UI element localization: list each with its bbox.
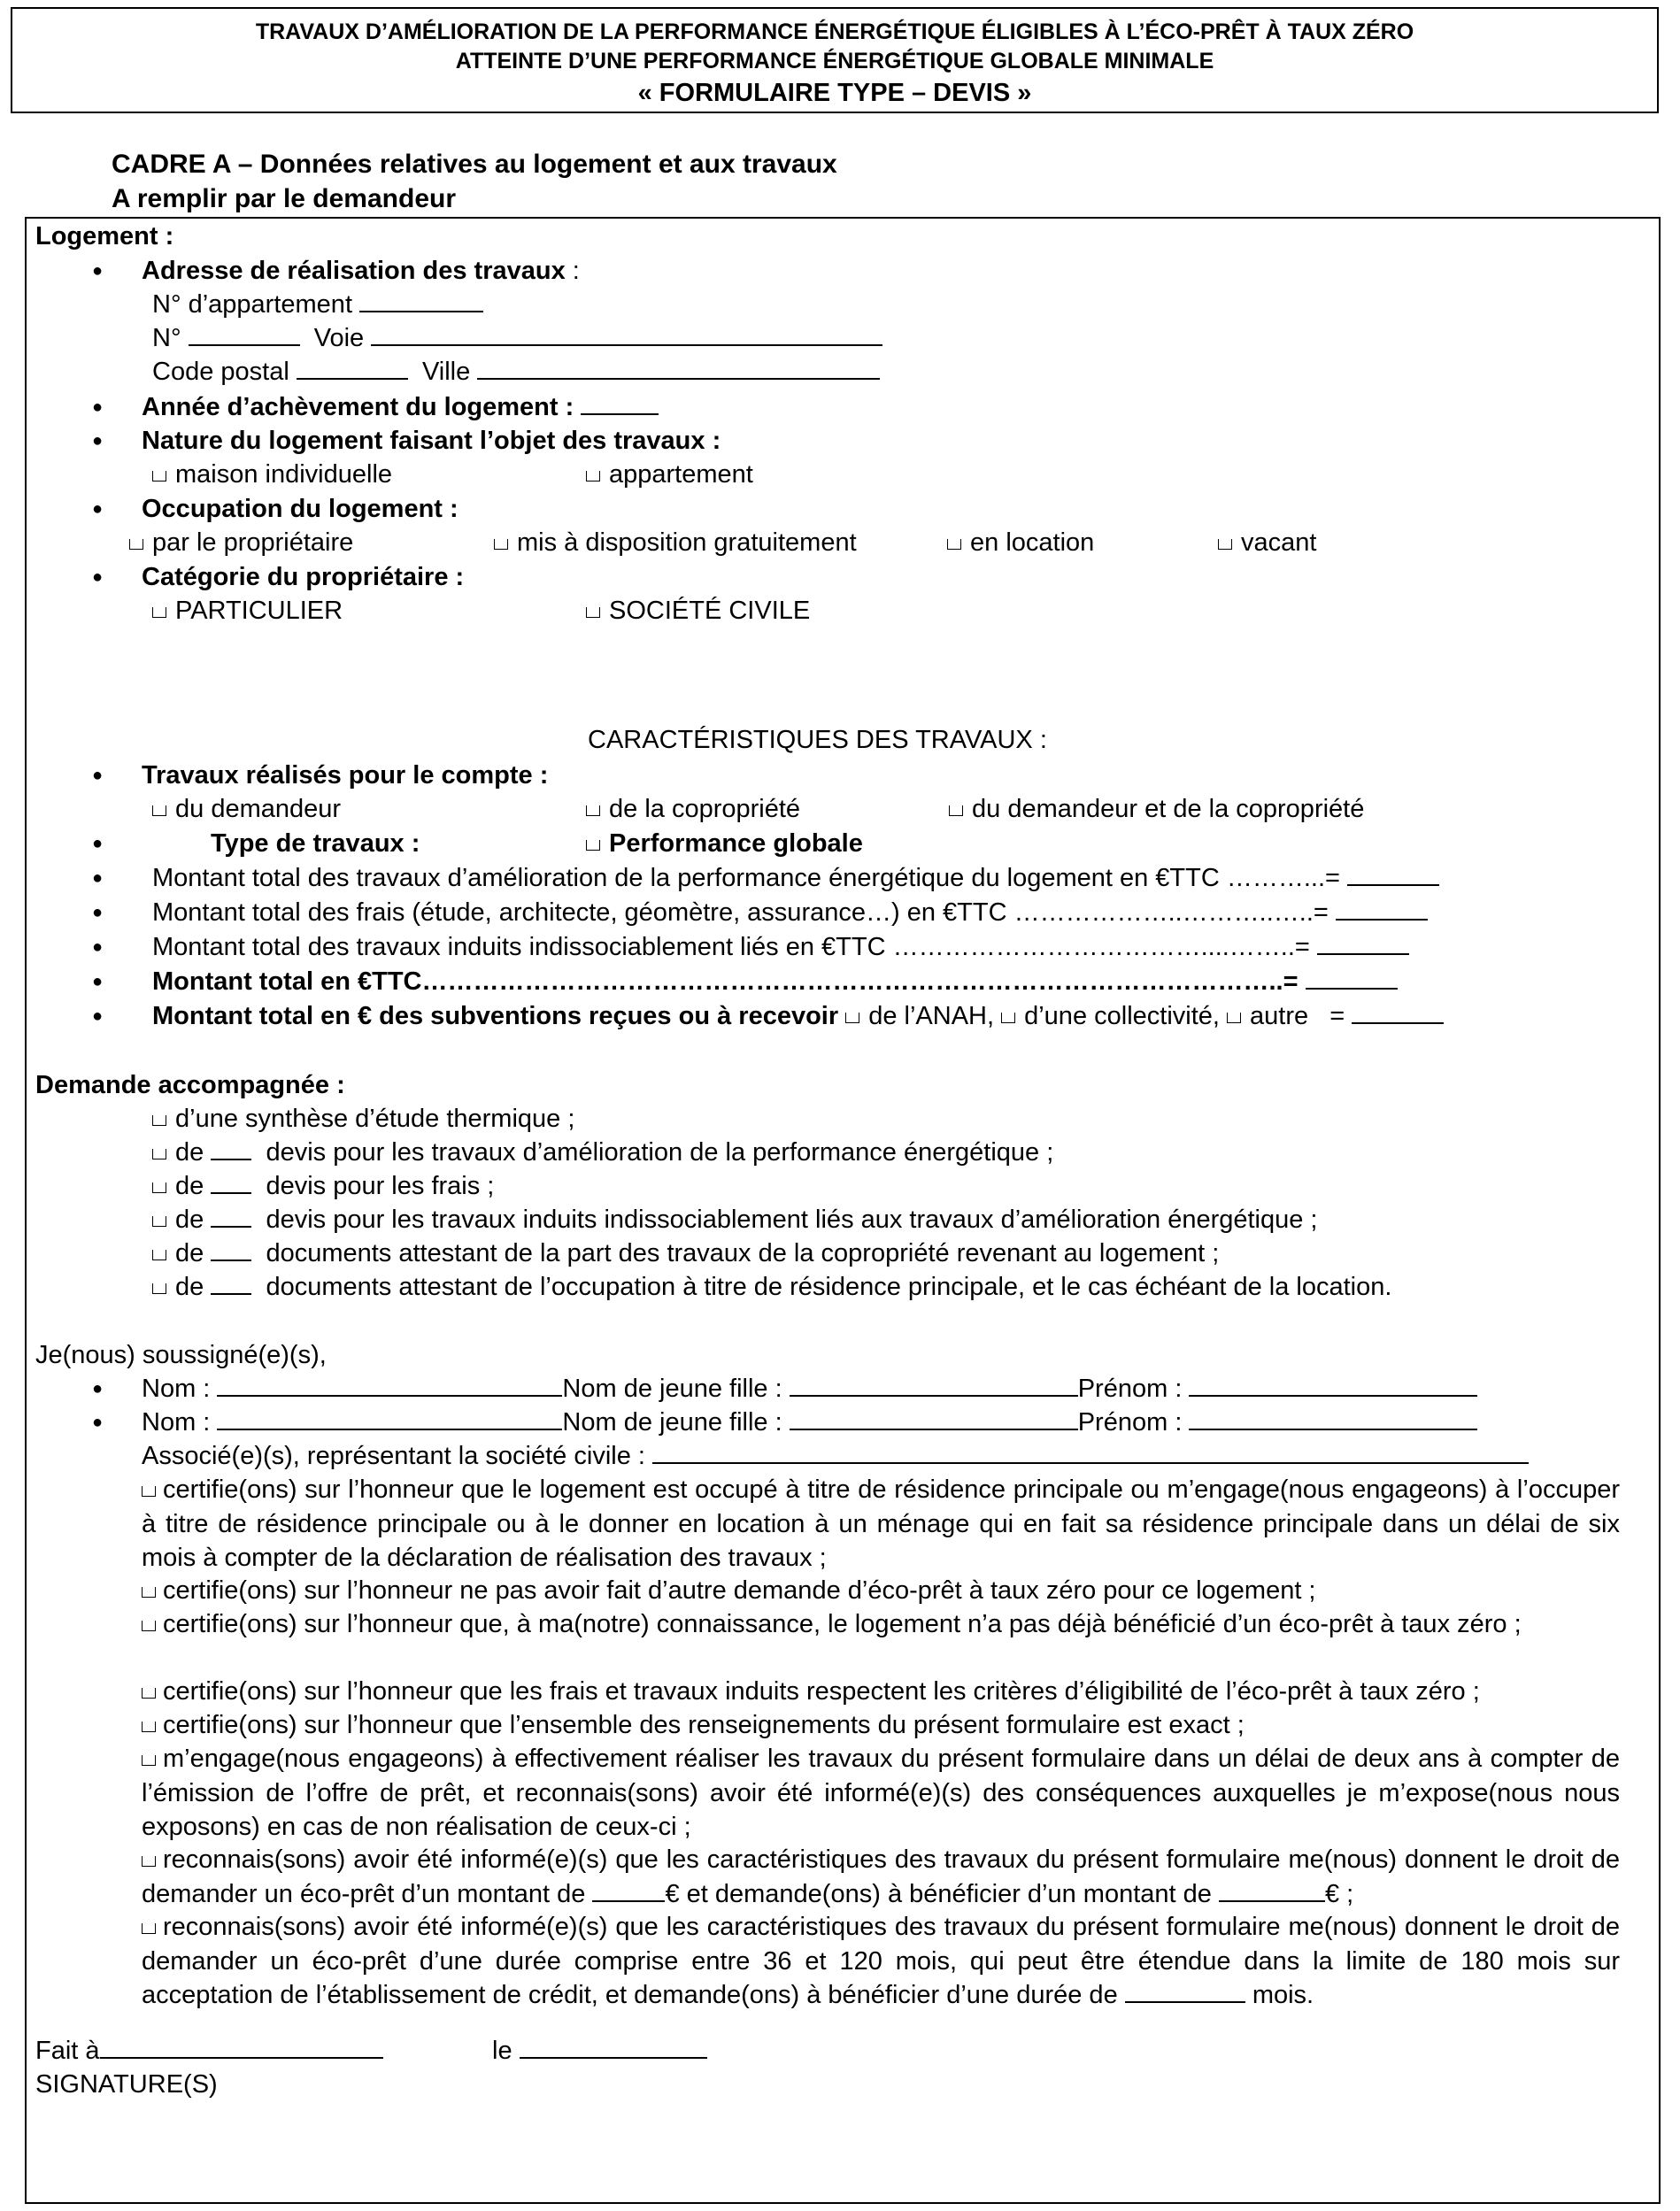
nature-option-maison[interactable]: [152, 458, 392, 492]
identity-row-1: [142, 1372, 1477, 1406]
compte-label: Travaux réalisés pour le compte :: [142, 761, 549, 790]
logement-heading: Logement :: [35, 222, 174, 250]
bullet-icon: ●: [92, 903, 104, 922]
compte-option-label: du demandeur: [175, 795, 342, 823]
declaration-intro: Je(nous) soussigné(e)(s),: [35, 1341, 327, 1369]
appartement-field[interactable]: [359, 289, 483, 312]
adresse-voie-row: [152, 321, 882, 356]
associe-row: [142, 1439, 1529, 1474]
demande-item-documents-copro[interactable]: [152, 1236, 1219, 1271]
prenom-field[interactable]: [1189, 1407, 1477, 1430]
montant-total-label: Montant total en €TTC………………………………………………………………………………………..=: [152, 967, 1299, 996]
subvention-option-anah: de l’ANAH,: [868, 1002, 995, 1030]
bullet-icon: ●: [92, 431, 104, 451]
checkbox-icon: [152, 1216, 166, 1227]
code-postal-label: Code postal: [152, 358, 289, 386]
demande-count-field[interactable]: [211, 1238, 251, 1261]
le-label: le: [492, 2037, 512, 2065]
checkbox-icon: [586, 607, 600, 618]
adresse-row: [142, 254, 580, 289]
bullet-icon: ●: [92, 937, 104, 957]
demande-item-label: d’une synthèse d’étude thermique ;: [175, 1105, 575, 1133]
type-option-label: Performance globale: [609, 829, 863, 858]
ville-field[interactable]: [477, 357, 880, 380]
demande-item-label: documents attestant de l’occupation à titre de résidence principale, et le cas échéant de la location.: [266, 1273, 1392, 1301]
occupation-option-label: vacant: [1241, 528, 1317, 557]
checkbox-icon: [142, 1722, 156, 1732]
certification-residence[interactable]: [142, 1473, 1620, 1575]
montant-total-field[interactable]: [1306, 967, 1398, 990]
montant-induits-row: [152, 930, 1409, 965]
compte-option-copropriete[interactable]: [586, 792, 800, 827]
prenom-field[interactable]: [1189, 1374, 1477, 1397]
checkbox-icon: [947, 539, 961, 550]
checkbox-icon: [152, 805, 166, 816]
appartement-label: N° d’appartement: [152, 290, 352, 319]
code-postal-field[interactable]: [297, 357, 408, 380]
nature-label: Nature du logement faisant l’objet des travaux :: [142, 427, 721, 455]
checkbox-icon: [129, 539, 143, 550]
bullet-icon: ●: [92, 397, 104, 417]
montant-travaux-label: Montant total des travaux d’amélioration de la performance énergétique du logement en €TTC ………...=: [152, 864, 1340, 892]
certification-text: certifie(ons) sur l’honneur que le logement est occupé à titre de résidence principale ou m’engage(nous engageons) à l’occuper à titre de résidence principale ou à le donner en location à un ménage qui en fait sa résidence principale dans un délai de six mois à compter de la déclaration de réalisation des travaux ;: [142, 1475, 1620, 1572]
compte-option-both[interactable]: [949, 792, 1364, 827]
reconnaissance-duree[interactable]: [142, 1910, 1620, 2013]
checkbox-icon: [142, 1755, 156, 1766]
prenom-label: Prénom :: [1077, 1408, 1183, 1437]
checkbox-icon: [142, 1587, 156, 1598]
nom-field[interactable]: [217, 1374, 562, 1397]
checkbox-icon[interactable]: [1227, 1013, 1241, 1023]
montant-subventions-field[interactable]: [1352, 1001, 1444, 1024]
demande-count-field[interactable]: [211, 1171, 251, 1194]
certification-text: mois.: [1252, 1981, 1314, 2009]
checkbox-icon: [152, 1183, 166, 1193]
certification-not-benefited[interactable]: [142, 1607, 1620, 1642]
occupation-option-proprietaire[interactable]: [129, 526, 353, 560]
nature-option-label: maison individuelle: [175, 460, 393, 489]
certification-text: € et demande(ons) à bénéficier d’un montant de: [665, 1879, 1212, 1908]
certification-text: m’engage(nous engageons) à effectivement réaliser les travaux du présent formulaire dans un délai de deux ans à compter de l’émission de l’offre de prêt, et reconnais(sons) avoir été informé(e)(s) des conséquences auxquelles je m’expose(nous nous exposons) en cas de non réalisation de ceux-ci ;: [142, 1745, 1620, 1841]
checkbox-icon: [142, 1923, 156, 1934]
checkbox-icon: [142, 1621, 156, 1631]
form-title-box: [11, 7, 1659, 113]
form-title-line1: TRAVAUX D’AMÉLIORATION DE LA PERFORMANCE ÉNERGÉTIQUE ÉLIGIBLES À L’ÉCO-PRÊT À TAUX ZÉRO: [255, 19, 1414, 44]
reconnaissance-montant[interactable]: [142, 1843, 1620, 1911]
montant-demande-field[interactable]: [1219, 1879, 1325, 1902]
bullet-icon: ●: [92, 1006, 104, 1026]
cadre-subtitle: A remplir par le demandeur: [112, 184, 457, 213]
nom-field[interactable]: [217, 1407, 562, 1430]
demande-item-label: devis pour les travaux induits indissociablement liés aux travaux d’amélioration énergétique ;: [266, 1206, 1318, 1234]
certification-text: reconnais(sons) avoir été informé(e)(s) que les caractéristiques des travaux du présent formulaire me(nous) donnent le droit de demander un éco-prêt d’une durée comprise entre 36 et 120 mois, qui peut être étendue dans la limite de 180 mois sur acceptation de l’établissement de crédit, et demande(ons) à bénéficier d’une durée de: [142, 1913, 1620, 2009]
montant-induits-label: Montant total des travaux induits indissociablement liés en €TTC ………………………………....……..=: [152, 933, 1310, 961]
demande-count-field[interactable]: [211, 1137, 251, 1160]
compte-option-label: du demandeur et de la copropriété: [972, 795, 1365, 823]
checkbox-icon: [152, 1149, 166, 1159]
fait-a-field[interactable]: [100, 2036, 383, 2059]
bullet-icon: ●: [92, 261, 104, 281]
engagement-realisation[interactable]: [142, 1742, 1620, 1845]
voie-label: Voie: [313, 324, 365, 352]
montant-subventions-label: Montant total en € des subventions reçues ou à recevoir: [152, 1002, 839, 1030]
occupation-label: Occupation du logement :: [142, 495, 459, 523]
demande-count-field[interactable]: [211, 1205, 251, 1228]
compte-option-label: de la copropriété: [609, 795, 801, 823]
associe-field[interactable]: [652, 1441, 1529, 1464]
occupation-option-label: mis à disposition gratuitement: [517, 528, 857, 557]
checkbox-icon: [152, 607, 166, 618]
certification-no-other-loan[interactable]: [142, 1574, 1620, 1608]
certification-text: certifie(ons) sur l’honneur que les frais et travaux induits respectent les critères d’éligibilité de l’éco-prêt à taux zéro ;: [163, 1677, 1480, 1706]
checkbox-icon: [152, 471, 166, 481]
demande-count-field[interactable]: [211, 1272, 251, 1295]
demande-item-documents-occupation[interactable]: [152, 1270, 1391, 1305]
nom-label: Nom :: [142, 1375, 211, 1403]
subvention-option-autre: autre: [1250, 1002, 1309, 1030]
fait-a-row: [35, 2034, 383, 2068]
demande-item-synthese[interactable]: [152, 1102, 574, 1136]
demande-de-label: de: [175, 1239, 204, 1267]
demande-item-devis-travaux[interactable]: [152, 1136, 1053, 1170]
bullet-icon: ●: [92, 1413, 104, 1432]
checkbox-icon: [142, 1688, 156, 1699]
checkbox-icon: [1218, 539, 1232, 550]
montant-droit-field[interactable]: [592, 1879, 665, 1902]
duree-field[interactable]: [1125, 1980, 1245, 2003]
nature-option-label: appartement: [609, 460, 753, 489]
certification-criteria[interactable]: [142, 1675, 1620, 1709]
numero-label: N°: [152, 324, 181, 352]
jeune-fille-label: Nom de jeune fille :: [562, 1408, 782, 1437]
certification-text: € ;: [1324, 1879, 1354, 1908]
annee-field[interactable]: [581, 392, 659, 415]
categorie-option-societe[interactable]: [586, 594, 810, 628]
occupation-option-label: par le propriétaire: [152, 528, 354, 557]
checkbox-icon: [949, 805, 963, 816]
annee-label: Année d’achèvement du logement :: [142, 393, 574, 421]
adresse-label: Adresse de réalisation des travaux: [142, 257, 566, 285]
montant-induits-field[interactable]: [1317, 932, 1409, 955]
demande-item-devis-induits[interactable]: [152, 1203, 1318, 1237]
certification-text: certifie(ons) sur l’honneur ne pas avoir fait d’autre demande d’éco-prêt à taux zéro pour ce logement ;: [163, 1576, 1316, 1605]
categorie-label: Catégorie du propriétaire :: [142, 563, 465, 591]
bullet-icon: ●: [92, 567, 104, 587]
type-option-performance[interactable]: [586, 827, 863, 861]
code-postal-row: [152, 355, 880, 389]
demande-item-devis-frais[interactable]: [152, 1169, 494, 1204]
checkbox-icon: [152, 1250, 166, 1260]
type-label: Type de travaux :: [211, 829, 420, 858]
demande-item-label: documents attestant de la part des travaux de la copropriété revenant au logement ;: [266, 1239, 1220, 1267]
demande-item-label: devis pour les travaux d’amélioration de la performance énergétique ;: [266, 1138, 1054, 1167]
demande-de-label: de: [175, 1273, 204, 1301]
jeune-fille-field[interactable]: [790, 1374, 1078, 1397]
bullet-icon: ●: [92, 868, 104, 888]
checkbox-icon: [152, 1115, 166, 1126]
bullet-icon: ●: [92, 1379, 104, 1398]
montant-travaux-field[interactable]: [1347, 863, 1439, 886]
associe-label: Associé(e)(s), représentant la société civile :: [142, 1442, 645, 1470]
fait-a-label: Fait à: [35, 2037, 100, 2065]
checkbox-icon: [142, 1486, 156, 1497]
occupation-option-label: en location: [970, 528, 1095, 557]
jeune-fille-field[interactable]: [790, 1407, 1078, 1430]
categorie-option-label: PARTICULIER: [175, 597, 343, 625]
checkbox-icon: [152, 1283, 166, 1294]
occupation-option-gratuit[interactable]: [494, 526, 857, 560]
certification-exact[interactable]: [142, 1708, 1620, 1743]
occupation-option-vacant[interactable]: [1218, 526, 1316, 560]
checkbox-icon[interactable]: [1001, 1013, 1015, 1023]
demande-item-label: devis pour les frais ;: [266, 1172, 495, 1200]
subvention-equals: =: [1329, 1002, 1345, 1030]
categorie-option-label: SOCIÉTÉ CIVILE: [609, 597, 811, 625]
categorie-option-particulier[interactable]: [152, 594, 343, 628]
demande-heading: Demande accompagnée :: [35, 1071, 345, 1099]
bullet-icon: ●: [92, 766, 104, 785]
checkbox-icon: [586, 840, 600, 851]
numero-field[interactable]: [189, 323, 300, 346]
montant-travaux-row: [152, 861, 1439, 896]
checkbox-icon[interactable]: [845, 1013, 859, 1023]
voie-field[interactable]: [371, 323, 882, 346]
prenom-label: Prénom :: [1077, 1375, 1183, 1403]
signature-label: SIGNATURE(S): [35, 2070, 218, 2099]
checkbox-icon: [586, 471, 600, 481]
bullet-icon: ●: [92, 834, 104, 853]
montant-frais-row: [152, 896, 1428, 930]
subvention-option-collectivite: d’une collectivité,: [1024, 1002, 1220, 1030]
adresse-colon: :: [565, 257, 580, 285]
demande-de-label: de: [175, 1172, 204, 1200]
cadre-heading: [112, 147, 837, 216]
appartement-row: [152, 288, 483, 322]
demande-de-label: de: [175, 1206, 204, 1234]
demande-de-label: de: [175, 1138, 204, 1167]
compte-option-demandeur[interactable]: [152, 792, 341, 827]
checkbox-icon: [494, 539, 508, 550]
date-field[interactable]: [520, 2036, 707, 2059]
nature-option-appartement[interactable]: [586, 458, 753, 492]
date-row: [492, 2034, 707, 2068]
montant-frais-field[interactable]: [1336, 897, 1428, 921]
occupation-option-location[interactable]: [947, 526, 1094, 560]
travaux-heading: CARACTÉRISTIQUES DES TRAVAUX :: [588, 726, 1047, 754]
certification-text: certifie(ons) sur l’honneur que, à ma(notre) connaissance, le logement n’a pas déjà bénéficié d’un éco-prêt à taux zéro ;: [163, 1610, 1522, 1638]
bullet-icon: ●: [92, 972, 104, 991]
jeune-fille-label: Nom de jeune fille :: [562, 1375, 782, 1403]
montant-frais-label: Montant total des frais (étude, architecte, géomètre, assurance…) en €TTC ………………..………..…..=: [152, 898, 1329, 927]
bullet-icon: ●: [92, 499, 104, 519]
identity-row-2: [142, 1406, 1477, 1440]
certification-text: reconnais(sons) avoir été informé(e)(s) que les caractéristiques des travaux du présent formulaire me(nous) donnent le droit de demander un éco-prêt d’un montant de: [142, 1845, 1620, 1908]
ville-label: Ville: [421, 358, 471, 386]
checkbox-icon: [142, 1856, 156, 1867]
montant-subventions-row: [152, 999, 1444, 1034]
form-title-line2: ATTEINTE D’UNE PERFORMANCE ÉNERGÉTIQUE GLOBALE MINIMALE: [455, 49, 1214, 73]
certification-text: certifie(ons) sur l’honneur que l’ensemble des renseignements du présent formulaire est exact ;: [163, 1711, 1245, 1739]
nom-label: Nom :: [142, 1408, 211, 1437]
checkbox-icon: [586, 805, 600, 816]
cadre-title: CADRE A – Données relatives au logement et aux travaux: [112, 150, 837, 179]
montant-total-row: [152, 965, 1398, 999]
annee-row: [142, 390, 659, 425]
form-title-line3: « FORMULAIRE TYPE – DEVIS »: [637, 79, 1032, 107]
